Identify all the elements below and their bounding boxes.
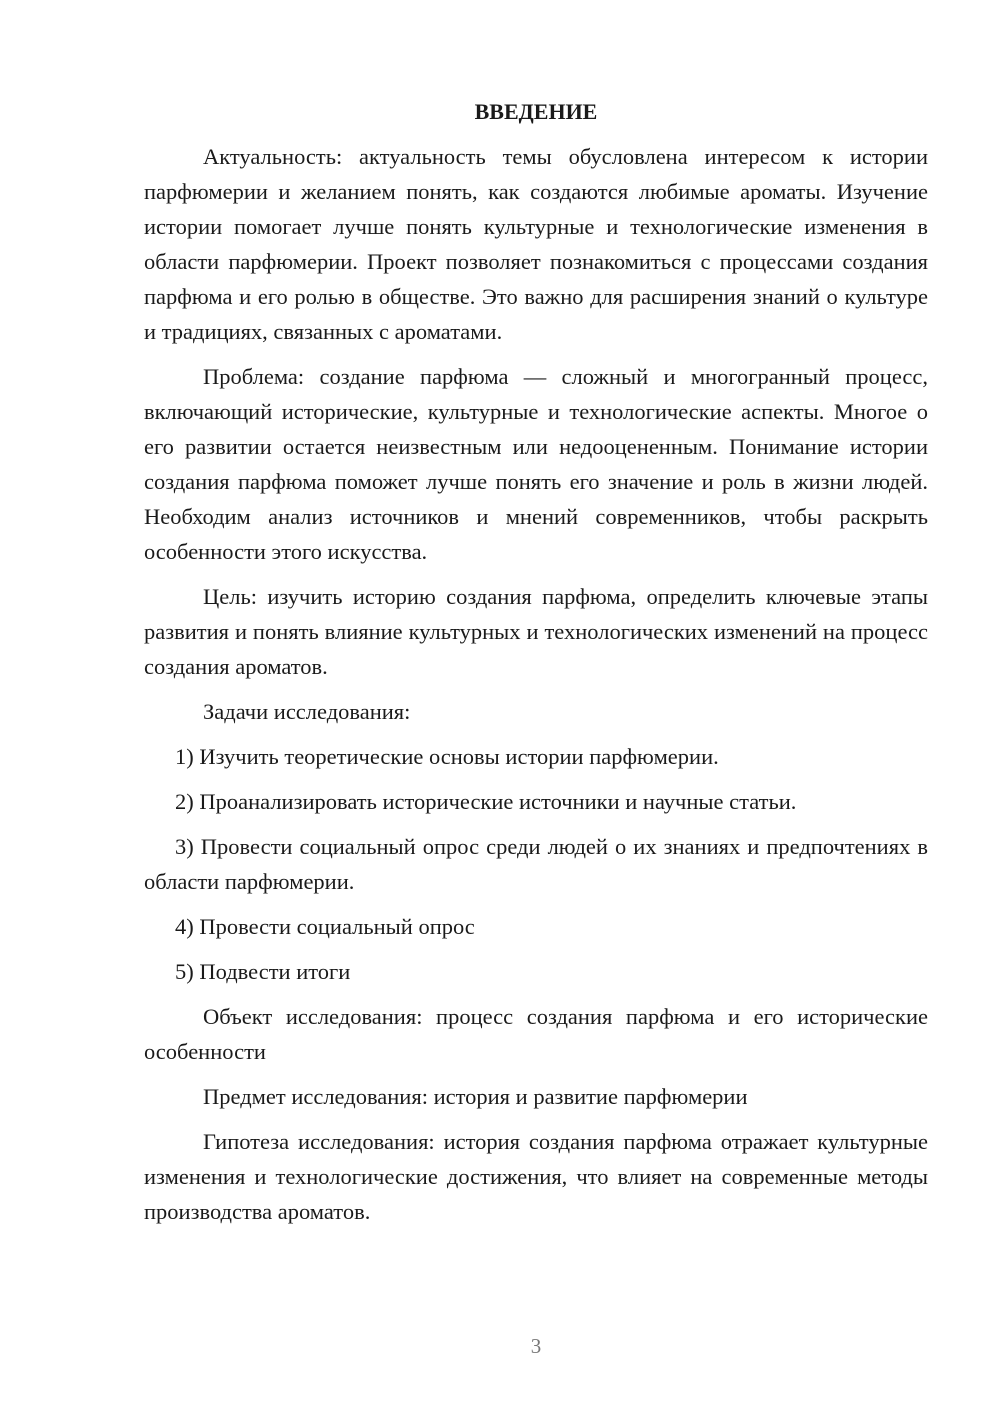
problem-paragraph: Проблема: создание парфюма — сложный и многогранный процесс, включающий исторические, культурные и технологические аспекты. Многое о его развитии остается неизвестным или недооцененным. Понимание истории создания парфюма поможет лучше понять его значение и роль в жизни людей. Необходим анализ источников и мнений современников, чтобы раскрыть особенности этого искусства.: [144, 364, 928, 564]
section-title: ВВЕДЕНИЕ: [474, 99, 598, 124]
object-paragraph: Объект исследования: процесс создания парфюма и его исторические особенности: [144, 1004, 928, 1064]
task-item: 3) Провести социальный опрос среди людей о их знаниях и предпочтениях в области парфюмерии.: [144, 834, 928, 894]
task-item: 5) Подвести итоги: [175, 959, 351, 984]
goal-paragraph: Цель: изучить историю создания парфюма, определить ключевые этапы развития и понять влияние культурных и технологических изменений на процесс создания ароматов.: [144, 584, 928, 679]
page-content: [144, 94, 928, 1239]
task-item: 4) Провести социальный опрос: [175, 914, 475, 939]
tasks-heading: Задачи исследования:: [203, 699, 411, 724]
task-item: 2) Проанализировать исторические источники и научные статьи.: [175, 789, 797, 814]
relevance-paragraph: Актуальность: актуальность темы обусловлена интересом к истории парфюмерии и желанием понять, как создаются любимые ароматы. Изучение истории помогает лучше понять культурные и технологические изменения в области парфюмерии. Проект позволяет познакомиться с процессами создания парфюма и его ролью в обществе. Это важно для расширения знаний о культуре и традициях, связанных с ароматами.: [144, 144, 928, 344]
hypothesis-paragraph: Гипотеза исследования: история создания парфюма отражает культурные изменения и технологические достижения, что влияет на современные методы производства ароматов.: [144, 1129, 928, 1224]
task-item: 1) Изучить теоретические основы истории парфюмерии.: [175, 744, 719, 769]
subject-paragraph: Предмет исследования: история и развитие парфюмерии: [203, 1084, 748, 1109]
page-number: 3: [530, 1334, 542, 1358]
